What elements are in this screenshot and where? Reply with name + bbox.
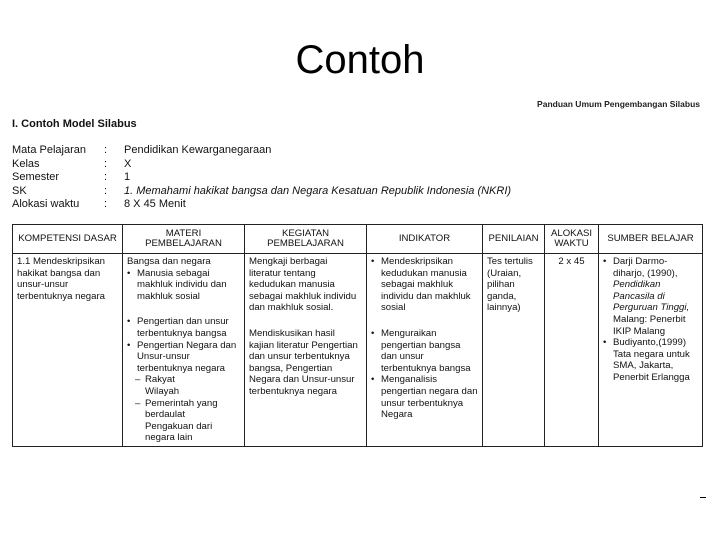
list-item: • Darji Darmo-diharjo, (1990), Pendidikan Pancasila di Perguruan Tinggi, Malang: Penerbit IKIP Malang xyxy=(603,256,690,337)
meta-key: Mata Pelajaran xyxy=(12,144,86,156)
table-header-row xyxy=(13,225,703,254)
penilaian-cell xyxy=(483,254,545,447)
list-item: • Menganalisis pengertian negara dan unsur terbentuknya Negara xyxy=(371,374,478,421)
alokasi-cell xyxy=(545,254,599,447)
meta-value: 1. Memahami hakikat bangsa dan Negara Kesatuan Republik Indonesia (NKRI) xyxy=(124,184,512,197)
column-header: SUMBER BELAJAR xyxy=(599,225,703,254)
dash-icon: – xyxy=(135,374,141,386)
table-row xyxy=(13,254,703,447)
list-item: • Pengertian Negara dan Unsur-unsur terbentuknya negara xyxy=(127,339,237,374)
column-header: MATERI PEMBELAJARAN xyxy=(123,225,245,254)
meta-colon: : xyxy=(104,198,108,210)
penilaian-text: Tes tertulis (Uraian, pilihan ganda, lainnya) xyxy=(487,256,533,314)
column-header: ALOKASI WAKTU xyxy=(545,225,599,254)
section-title: I. Contoh Model Silabus xyxy=(12,118,137,130)
meta-row-time xyxy=(12,198,511,212)
meta-key: SK xyxy=(12,184,27,197)
bullet-icon: • xyxy=(603,256,607,267)
column-header: KEGIATAN PEMBELAJARAN xyxy=(245,225,367,254)
materi-heading: Bangsa dan negara xyxy=(127,256,211,267)
meta-colon: : xyxy=(104,184,108,197)
syllabus-table xyxy=(12,224,703,447)
edge-mark xyxy=(700,497,706,498)
indikator-cell xyxy=(367,254,483,447)
meta-value: 1 xyxy=(124,171,131,183)
column-header: KOMPETENSI DASAR xyxy=(13,225,123,254)
bullet-icon: • xyxy=(127,339,131,351)
list-item: • Mendeskripsikan kedudukan manusia sebagai makhluk individu dan makhluk sosial xyxy=(371,256,471,314)
meta-key: Kelas xyxy=(12,157,40,170)
kompetensi-text: 1.1 Mendeskripsikan hakikat bangsa dan unsur-unsur terbentuknya negara xyxy=(17,256,106,302)
kegiatan-text: Mengkaji berbagai literatur tentang kedudukan manusia sebagai makhluk individu dan makhluk sosial. xyxy=(249,256,357,314)
column-header: PENILAIAN xyxy=(483,225,545,254)
kegiatan-text: Mendiskusikan hasil kajian literatur Pengertian dan unsur terbentuknya bangsa, Pengertian Negara dan Unsur-unsur terbentuknya negara xyxy=(249,327,358,397)
meta-colon: : xyxy=(104,157,108,170)
sumber-cell xyxy=(599,254,703,447)
meta-key: Semester xyxy=(12,171,60,183)
meta-row-sk xyxy=(12,185,511,199)
meta-colon: : xyxy=(104,144,108,156)
slide-title: Contoh xyxy=(295,38,425,82)
meta-row-semester xyxy=(12,171,511,185)
syllabus-document xyxy=(10,96,706,498)
list-item: • Manusia sebagai makhluk individu dan makhluk sosial xyxy=(127,267,227,302)
bullet-icon: • xyxy=(371,327,375,339)
syllabus-meta xyxy=(12,144,511,212)
document-header: Panduan Umum Pengembangan Silabus xyxy=(537,99,700,109)
list-item: • Menguraikan pengertian bangsa dan unsur terbentuknya bangsa xyxy=(371,327,471,374)
column-header: INDIKATOR xyxy=(367,225,483,254)
kegiatan-cell xyxy=(245,254,367,447)
dash-icon: – xyxy=(135,397,141,409)
bullet-icon: • xyxy=(371,374,375,386)
meta-key: Alokasi waktu xyxy=(12,198,80,210)
materi-cell xyxy=(123,254,245,447)
alokasi-text: 2 x 45 xyxy=(558,256,585,267)
list-item: • Budiyanto,(1999) Tata negara untuk SMA, Jakarta, Penerbit Erlangga xyxy=(603,337,690,383)
bullet-icon: • xyxy=(127,267,131,279)
bullet-icon: • xyxy=(603,337,607,349)
meta-value: Pendidikan Kewarganegaraan xyxy=(124,144,272,156)
bullet-icon: • xyxy=(127,316,131,328)
meta-value: X xyxy=(124,157,132,170)
meta-row-subject xyxy=(12,144,511,158)
kompetensi-cell xyxy=(13,254,123,447)
meta-colon: : xyxy=(104,171,108,183)
list-item: • Pengertian dan unsur terbentuknya bangsa xyxy=(127,316,229,339)
meta-value: 8 X 45 Menit xyxy=(124,198,186,210)
bullet-icon: • xyxy=(371,256,375,267)
sub-item: – Rakyat Wilayah xyxy=(135,374,180,397)
meta-row-class xyxy=(12,158,511,172)
sub-item: – Pemerintah yang berdaulat Pengakuan dari negara lain xyxy=(135,397,218,444)
